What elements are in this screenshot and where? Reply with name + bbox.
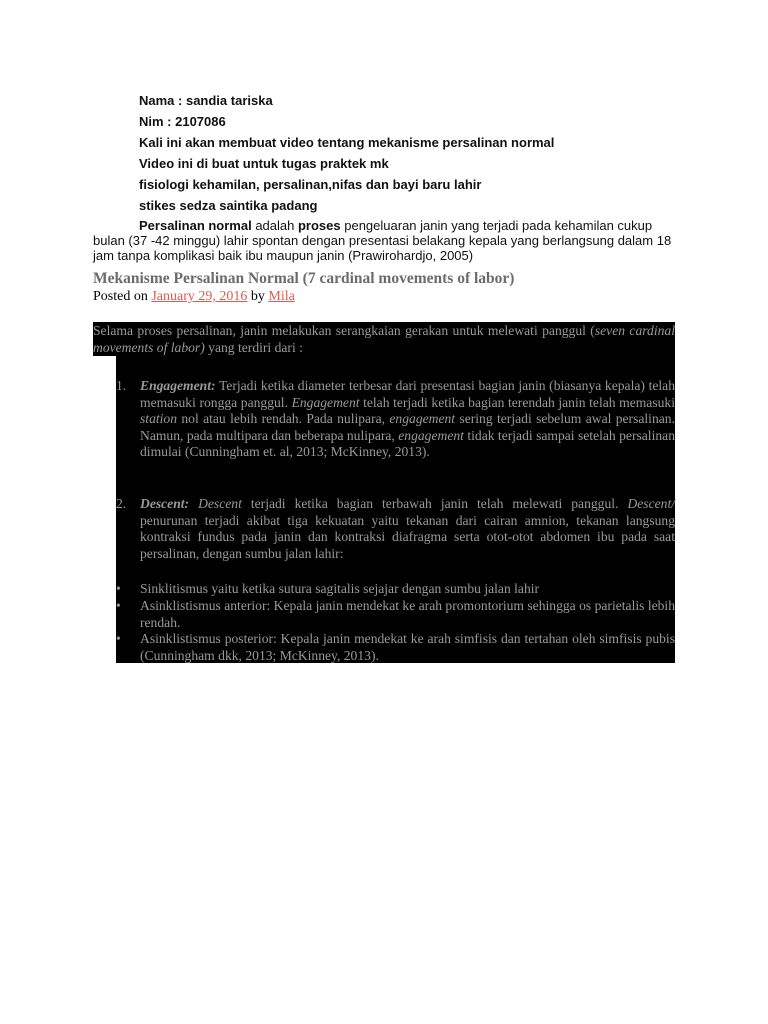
course-line: fisiologi kehamilan, persalinan,nifas dan bayi baru lahir — [139, 177, 482, 192]
student-nim: Nim : 2107086 — [139, 114, 226, 129]
list-item-text — [140, 378, 675, 461]
text-run: penurunan terjadi akibat tiga kekuatan yaitu tekanan dari cairan amnion, tekanan langsung kontraksi fundus pada janin dan kontraksi diafragma serta otot-otot abdomen ibu pada saat persalinan, dengan sumbu jalan lahir: — [140, 512, 675, 561]
text-run: telah terjadi ketika bagian terendah janin telah memasuki — [359, 394, 676, 410]
text-run: tidak terjadi sampai setelah persalinan dimulai (Cunningham et. al, 2013; McKinney, 2013). — [140, 427, 675, 459]
list-number: 2. — [116, 496, 127, 511]
bullet-text: Asinklistismus posterior: Kepala janin mendekat ke arah simfisis dan tertahan oleh simfisis pubis (Cunningham dkk, 2013; McKinney, 2013). — [140, 631, 675, 663]
text-run: sering terjadi sebelum awal persalinan. Namun, pada multipara dan beberapa nulipara, — [140, 411, 675, 443]
list-item-text — [140, 496, 675, 562]
article-intro-italic: seven cardinal movements of labor) — [93, 323, 675, 355]
italic-run: Descent — [189, 496, 242, 511]
bullet-icon: • — [116, 581, 121, 596]
italic-run: Engagement — [291, 394, 360, 410]
intro-term: Persalinan normal — [139, 218, 252, 233]
assignment-line: Video ini di buat untuk tugas praktek mk — [139, 156, 389, 171]
bullet-icon: • — [116, 631, 121, 646]
text-run: nol atau lebih rendah. Pada nulipara, — [177, 411, 390, 426]
italic-run: engagement — [398, 427, 464, 443]
post-date-link[interactable]: January 29, 2016 — [151, 289, 248, 304]
intro-rest: pengeluaran janin yang terjadi pada kehamilan cukup bulan (37 -42 minggu) lahir spontan dengan presentasi belakang kepala yang berlangsung dalam 18 jam tanpa komplikasi baik ibu maupun janin (Prawirohardjo, 2005) — [93, 218, 672, 263]
text-run: Terjadi ketika diameter terbesar dari presentasi bagian janin (biasanya kepala) telah memasuki rongga panggul. — [140, 378, 675, 410]
italic-run: Descent/ — [627, 496, 675, 511]
author-link[interactable]: Mila — [268, 289, 295, 304]
italic-run: station — [140, 411, 178, 426]
intro-adalah: adalah — [251, 218, 298, 233]
post-title: Mekanisme Persalinan Normal (7 cardinal movements of labor) — [93, 270, 515, 287]
by-label: by — [247, 289, 269, 304]
article-intro-tail: yang terdiri dari : — [204, 339, 303, 355]
italic-run: engagement — [389, 411, 456, 426]
descent-label: Descent: — [140, 496, 190, 511]
list-number: 1. — [116, 378, 127, 393]
student-name: Nama : sandia tariska — [139, 93, 273, 108]
institution-line: stikes sedza saintika padang — [139, 198, 318, 213]
video-topic-line: Kali ini akan membuat video tentang mekanisme persalinan normal — [139, 135, 555, 150]
engagement-label: Engagement: — [140, 378, 216, 393]
intro-paragraph — [93, 218, 673, 263]
bullet-text: Asinklistismus anterior: Kepala janin mendekat ke arah promontorium sehingga os parietalis lebih rendah. — [140, 598, 675, 630]
intro-proses: proses — [297, 218, 341, 233]
post-meta — [93, 289, 295, 305]
article-intro-text: Selama proses persalinan, janin melakukan serangkaian gerakan untuk melewati panggul ( — [93, 323, 595, 338]
text-run: terjadi ketika bagian terbawah janin telah melewati panggul. — [241, 496, 628, 511]
bullet-text: Sinklitismus yaitu ketika sutura sagitalis sejajar dengan sumbu jalan lahir — [140, 581, 540, 596]
article-intro — [93, 323, 675, 356]
posted-on-label: Posted on — [93, 289, 152, 304]
bullet-icon: • — [116, 598, 121, 613]
